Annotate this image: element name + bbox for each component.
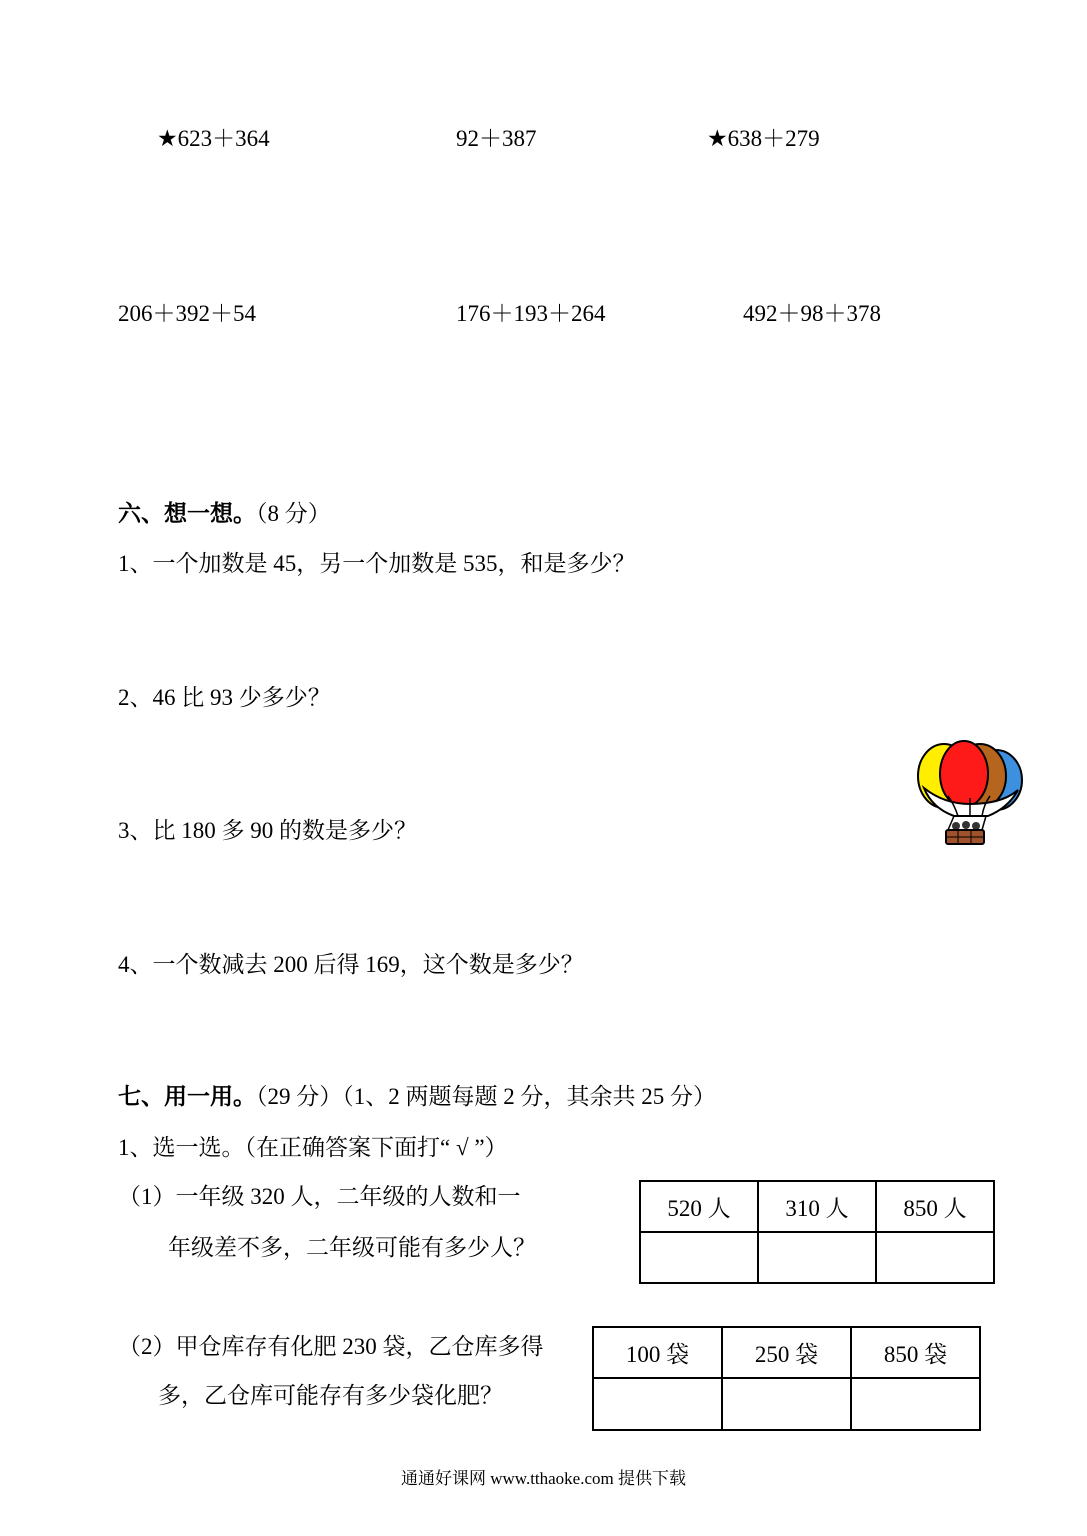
section6-heading — [118, 502, 331, 525]
problem-1-line1: （1）一年级 320 人，二年级的人数和一 — [118, 1184, 521, 1209]
calc-item: 92＋387 — [456, 126, 537, 151]
answer-cell[interactable] — [851, 1378, 980, 1430]
calc-item: 492＋98＋378 — [743, 301, 881, 326]
problem-2-options-table — [592, 1326, 981, 1431]
section6-title: 六、想一想。 — [118, 501, 256, 526]
answer-cell[interactable] — [593, 1378, 722, 1430]
hot-air-balloon-icon — [914, 738, 1026, 850]
option-cell: 520 人 — [640, 1181, 758, 1232]
answer-cell[interactable] — [640, 1232, 758, 1283]
answer-cell[interactable] — [876, 1232, 994, 1283]
option-cell: 850 袋 — [851, 1327, 980, 1378]
option-cell: 100 袋 — [593, 1327, 722, 1378]
calc-item: ★623＋364 — [157, 126, 270, 151]
problem-1-options-table — [639, 1180, 995, 1284]
problem-2-line2: 多，乙仓库可能存有多少袋化肥？ — [158, 1383, 503, 1408]
section7-heading — [118, 1085, 716, 1108]
calc-item: 206＋392＋54 — [118, 301, 256, 326]
question-4: 4、一个数减去 200 后得 169，这个数是多少？ — [118, 952, 584, 977]
option-cell: 250 袋 — [722, 1327, 851, 1378]
section7-score: （29 分）（1、2 两题每题 2 分，其余共 25 分） — [256, 1084, 716, 1109]
problem-2-line1: （2）甲仓库存有化肥 230 袋，乙仓库多得 — [118, 1334, 544, 1359]
option-cell: 850 人 — [876, 1181, 994, 1232]
section7-title: 七、用一用。 — [118, 1084, 256, 1109]
question-1: 1、一个加数是 45，另一个加数是 535，和是多少？ — [118, 551, 636, 576]
question-3: 3、比 180 多 90 的数是多少？ — [118, 818, 417, 843]
sub-question-1: 1、选一选。（在正确答案下面打“ √ ”） — [118, 1135, 508, 1160]
section6-score: （8 分） — [256, 501, 331, 526]
calc-item: 176＋193＋264 — [456, 301, 606, 326]
problem-1-line2: 年级差不多，二年级可能有多少人？ — [168, 1235, 536, 1260]
answer-cell[interactable] — [758, 1232, 876, 1283]
calc-item: ★638＋279 — [707, 126, 820, 151]
answer-cell[interactable] — [722, 1378, 851, 1430]
page-footer: 通通好课网 www.tthaoke.com 提供下载 — [400, 1469, 687, 1488]
question-2: 2、46 比 93 少多少？ — [118, 685, 331, 710]
option-cell: 310 人 — [758, 1181, 876, 1232]
